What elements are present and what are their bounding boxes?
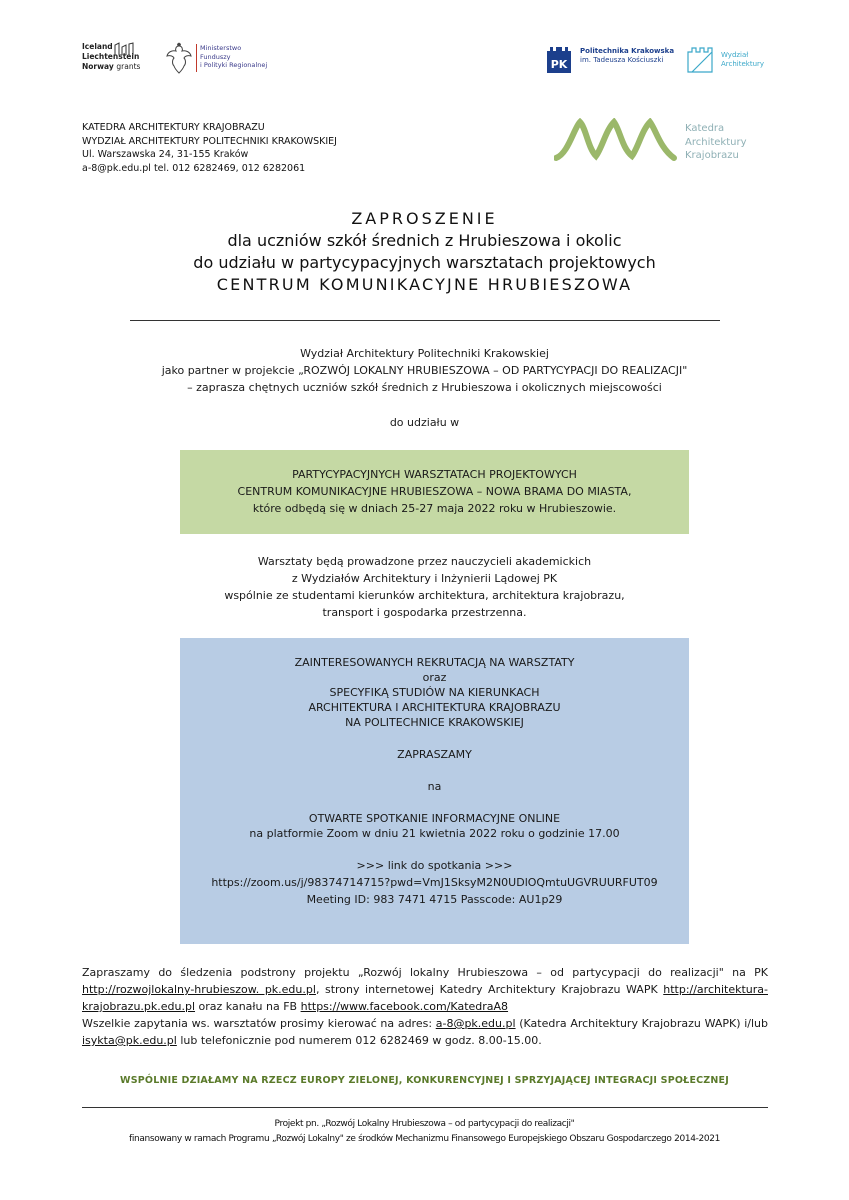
blue-line-meeting-title: OTWARTE SPOTKANIE INFORMACYJNE ONLINE bbox=[308, 812, 561, 825]
workshop-line-2: CENTRUM KOMUNIKACYJNE HRUBIESZOWA – NOWA BRAMA DO MIASTA, bbox=[237, 485, 632, 498]
blue-line-zapraszamy: ZAPRASZAMY bbox=[397, 748, 472, 761]
project-line-1: Projekt pn. „Rozwój Lokalny Hrubieszowa – od partycypacji do realizacji" bbox=[274, 1119, 575, 1129]
intro-line-3: – zaprasza chętnych uczniów szkół średnich z Hrubieszowa i okolicznych miejscowości bbox=[187, 381, 662, 394]
project-subpage-link[interactable]: http://rozwojlokalny-hrubieszow. pk.edu.pl bbox=[82, 983, 316, 996]
blue-line-1: ZAINTERESOWANYCH REKRUTACJĄ NA WARSZTATY bbox=[294, 656, 575, 669]
questions-text-1: Wszelkie zapytania ws. warsztatów prosimy kierować na adres: bbox=[82, 1017, 436, 1030]
ministry-line-2: Funduszy bbox=[200, 52, 231, 61]
follow-paragraph bbox=[82, 964, 768, 1015]
blue-line-5: NA POLITECHNICE KRAKOWSKIEJ bbox=[345, 716, 524, 729]
facebook-link[interactable]: https://www.facebook.com/KatedraA8 bbox=[300, 1000, 509, 1013]
ministry-line-1: Ministerstwo bbox=[200, 44, 242, 52]
kak-line-2: Architektury bbox=[685, 136, 747, 148]
politechnika-krakowska-logo-icon bbox=[546, 44, 572, 74]
pk-line-2: im. Tadeusza Kościuszki bbox=[580, 56, 664, 64]
ministry-logo-text bbox=[200, 44, 267, 70]
address-line-2: WYDZIAŁ ARCHITEKTURY POLITECHNIKI KRAKOWSKIEJ bbox=[82, 135, 337, 147]
instructors-paragraph bbox=[0, 553, 849, 621]
heading-title: ZAPROSZENIE bbox=[351, 209, 498, 228]
workshop-line-3: które odbędą się w dniach 25-27 maja 2022 roku w Hrubieszowie. bbox=[252, 502, 617, 515]
heading-divider bbox=[130, 320, 720, 321]
a8-email-link[interactable]: a-8@pk.edu.pl bbox=[435, 1017, 516, 1030]
follow-text-3: oraz kanału na FB bbox=[195, 1000, 301, 1013]
blue-line-meeting-date: na platformie Zoom w dniu 21 kwietnia 2022 roku o godzinie 17.00 bbox=[249, 827, 620, 840]
intro-line-1: Wydział Architektury Politechniki Krakowskiej bbox=[300, 347, 549, 360]
politechnika-krakowska-text bbox=[580, 47, 674, 65]
contact-paragraph bbox=[82, 964, 768, 1049]
invitation-heading bbox=[0, 208, 849, 296]
follow-text-1: Zapraszamy do śledzenia podstrony projektu „Rozwój lokalny Hrubieszowa – od partycypacji do realizacji" na PK bbox=[82, 966, 768, 979]
eea-line-1: Iceland bbox=[82, 42, 113, 51]
meeting-id-passcode: Meeting ID: 983 7471 4715 Passcode: AU1p29 bbox=[306, 893, 563, 906]
zoom-meeting-link[interactable]: https://zoom.us/j/98374714715?pwd=VmJ1SksyM2N0UDlOQmtuUGVRUURFUT09 bbox=[211, 876, 658, 889]
kak-line-3: Krajobrazu bbox=[685, 150, 739, 161]
polish-eagle-icon bbox=[164, 42, 194, 76]
middle-line-1: Warsztaty będą prowadzone przez nauczycieli akademickich bbox=[257, 555, 592, 568]
follow-text-2: , strony internetowej Katedry Architektury Krajobrazu WAPK bbox=[315, 983, 664, 996]
project-line-2: finansowany w ramach Programu „Rozwój Lokalny" ze środków Mechanizmu Finansowego Europejskiego Obszaru Gospodarczego 2014-2021 bbox=[129, 1134, 720, 1144]
meeting-link-label: >>> link do spotkania >>> bbox=[356, 859, 513, 872]
pk-mark-text: PK bbox=[550, 58, 568, 71]
heading-line-2: dla uczniów szkół średnich z Hrubieszowa i okolic bbox=[227, 231, 622, 250]
questions-text-3: lub telefonicznie pod numerem 012 6282469 w godz. 8.00-15.00. bbox=[176, 1034, 542, 1047]
address-block bbox=[82, 121, 337, 175]
middle-line-4: transport i gospodarka przestrzenna. bbox=[322, 606, 527, 619]
middle-line-3: wspólnie ze studentami kierunków architektura, architektura krajobrazu, bbox=[224, 589, 625, 602]
address-line-4: a-8@pk.edu.pl tel. 012 6282469, 012 6282061 bbox=[82, 162, 306, 174]
address-line-1: KATEDRA ARCHITEKTURY KRAJOBRAZU bbox=[82, 122, 265, 133]
intro-paragraph bbox=[0, 345, 849, 396]
ministry-divider bbox=[196, 44, 197, 72]
eea-grants-word: grants bbox=[116, 62, 141, 71]
blue-line-2: oraz bbox=[422, 671, 447, 684]
address-line-3: Ul. Warszawska 24, 31-155 Kraków bbox=[82, 149, 249, 160]
wydzial-architektury-logo-icon bbox=[686, 44, 716, 74]
blue-line-na: na bbox=[427, 780, 442, 793]
eea-line-3: Norway bbox=[82, 62, 114, 71]
project-funding-note bbox=[0, 1117, 849, 1147]
kak-line-1: Katedra bbox=[685, 123, 725, 134]
wa-line-1: Wydział bbox=[721, 51, 749, 59]
heading-line-4: CENTRUM KOMUNIKACYJNE HRUBIESZOWA bbox=[216, 275, 633, 294]
katedra-logo-text bbox=[685, 122, 747, 163]
intro-line-2: jako partner w projekcie „ROZWÓJ LOKALNY HRUBIESZOWA – OD PARTYCYPACJI DO REALIZACJI" bbox=[161, 364, 688, 377]
blue-line-4: ARCHITEKTURA I ARCHITEKTURA KRAJOBRAZU bbox=[308, 701, 561, 714]
footer-divider bbox=[82, 1107, 768, 1108]
eea-slogan: WSPÓLNIE DZIAŁAMY NA RZECZ EUROPY ZIELONEJ, KONKURENCYJNEJ I SPRZYJAJĄCEJ INTEGRACJI SPOŁECZNEJ bbox=[120, 1075, 729, 1086]
ministry-line-3: i Polityki Regionalnej bbox=[200, 61, 268, 69]
workshop-line-1: PARTYCYPACYJNYCH WARSZTATACH PROJEKTOWYCH bbox=[292, 468, 577, 481]
middle-line-2: z Wydziałów Architektury i Inżynierii Lądowej PK bbox=[291, 572, 558, 585]
eea-mark-icon bbox=[114, 42, 134, 56]
online-meeting-box bbox=[180, 638, 689, 944]
heading-line-3: do udziału w partycypacyjnych warsztatach projektowych bbox=[193, 253, 656, 272]
eea-line-2: Liechtenstein bbox=[82, 52, 140, 61]
isykta-email-link[interactable]: isykta@pk.edu.pl bbox=[82, 1034, 177, 1047]
katedra-website-link[interactable]: http://architektura-krajobrazu.pk.edu.pl bbox=[82, 983, 768, 1013]
katedra-architektury-krajobrazu-logo-icon bbox=[554, 118, 678, 164]
blue-line-3: SPECYFIKĄ STUDIÓW NA KIERUNKACH bbox=[329, 686, 540, 699]
wydzial-architektury-text bbox=[721, 51, 764, 68]
questions-paragraph bbox=[82, 1015, 768, 1049]
questions-text-2: (Katedra Architektury Krajobrazu WAPK) i/lub bbox=[515, 1017, 768, 1030]
workshop-info-box bbox=[180, 450, 689, 534]
do-udzialu-text: do udziału w bbox=[389, 416, 460, 429]
wa-line-2: Architektury bbox=[721, 59, 765, 68]
pk-line-1: Politechnika Krakowska bbox=[580, 47, 675, 55]
